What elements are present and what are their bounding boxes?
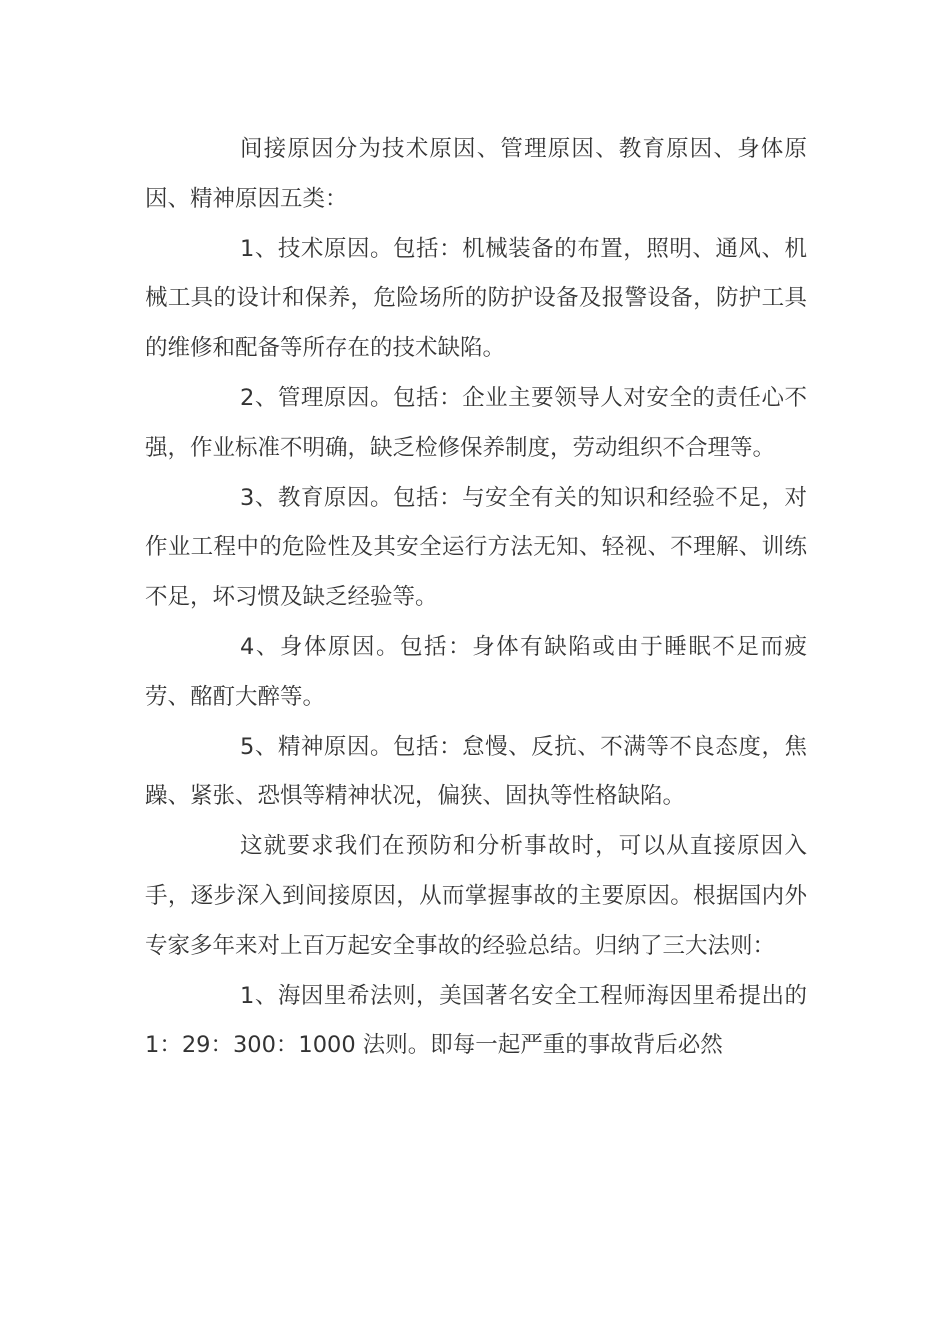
paragraph-three-laws-intro: 这就要求我们在预防和分析事故时，可以从直接原因入手，逐步深入到间接原因，从而掌握事故的主要原因。根据国内外专家多年来对上百万起安全事故的经验总结。归纳了三大法则： xyxy=(145,833,807,959)
paragraph-physical-cause: 4、身体原因。包括：身体有缺陷或由于睡眠不足而疲劳、酩酊大醉等。 xyxy=(145,633,807,710)
paragraph-management-cause: 2、管理原因。包括：企业主要领导人对安全的责任心不强，作业标准不明确，缺乏检修保养制度，劳动组织不合理等。 xyxy=(145,384,807,461)
paragraph-education-cause: 3、教育原因。包括：与安全有关的知识和经验不足，对作业工程中的危险性及其安全运行方法无知、轻视、不理解、训练不足，坏习惯及缺乏经验等。 xyxy=(145,484,807,611)
paragraph-technical-cause: 1、技术原因。包括：机械装备的布置，照明、通风、机械工具的设计和保养，危险场所的防护设备及报警设备，防护工具的维修和配备等所存在的技术缺陷。 xyxy=(145,235,807,362)
paragraph-indirect-causes-intro: 间接原因分为技术原因、管理原因、教育原因、身体原因、精神原因五类： xyxy=(145,136,807,212)
document-body xyxy=(145,125,807,1071)
paragraph-mental-cause: 5、精神原因。包括：怠慢、反抗、不满等不良态度，焦躁、紧张、恐惧等精神状况，偏狭、固执等性格缺陷。 xyxy=(145,733,807,810)
paragraph-heinrich-law: 1、海因里希法则，美国著名安全工程师海因里希提出的 1：29：300：1000 法则。即每一起严重的事故背后必然 xyxy=(145,982,807,1059)
